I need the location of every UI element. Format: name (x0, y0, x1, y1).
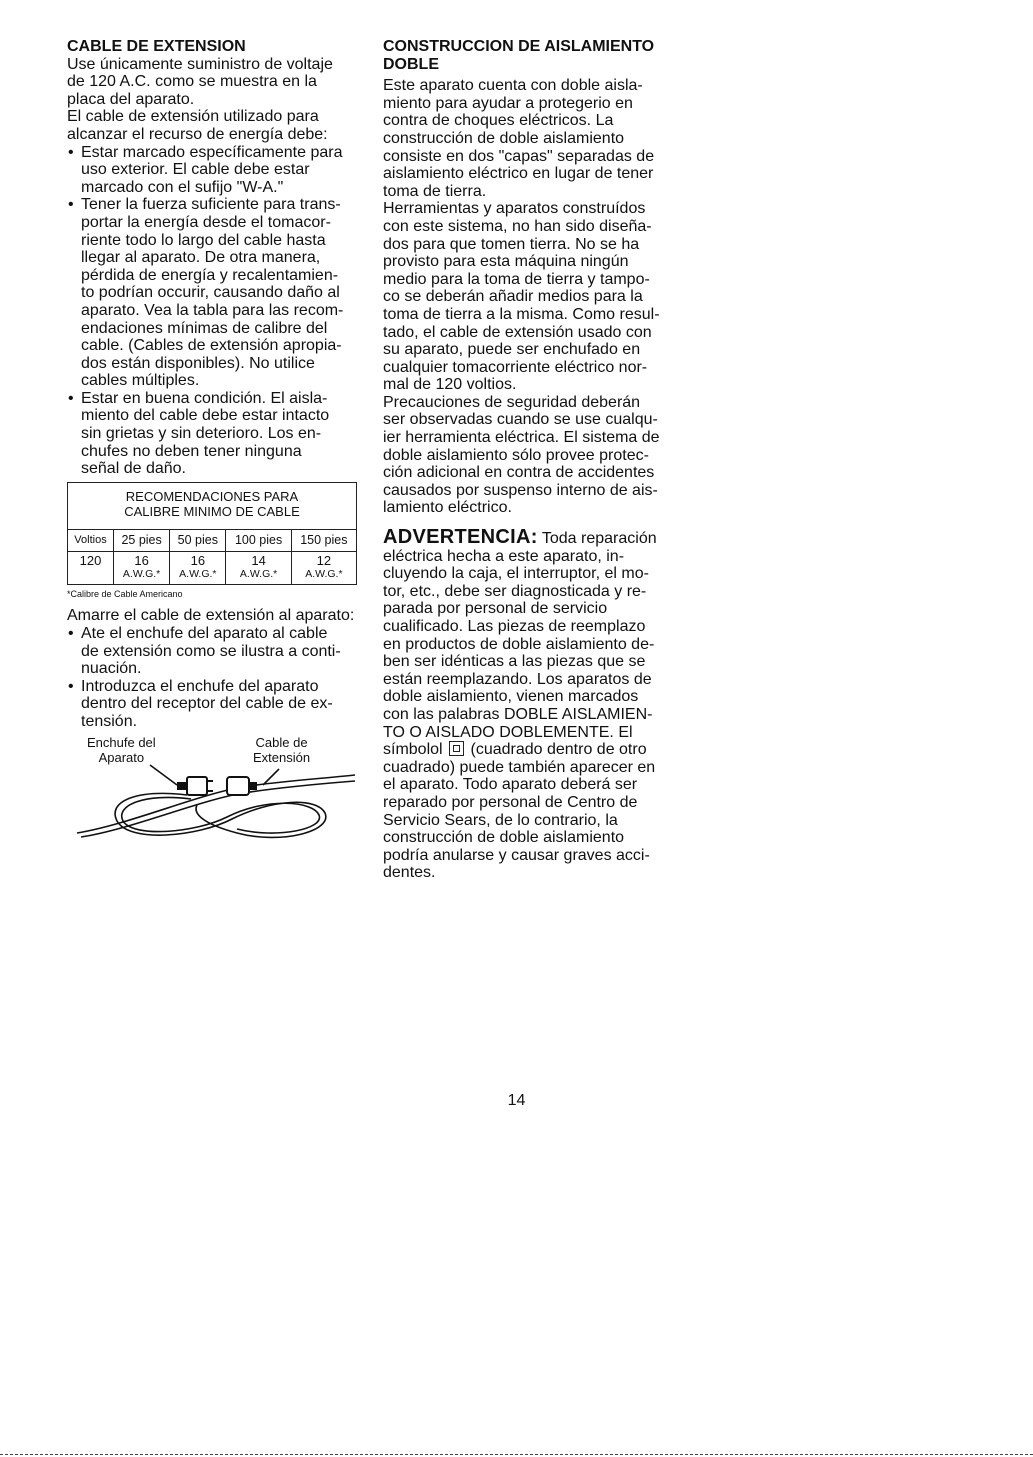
text-line: cuadrado) puede también aparecer en (383, 758, 656, 776)
list-item (67, 196, 359, 390)
text-line: están reemplazando. Los aparatos de (383, 670, 652, 688)
text-line: podría anularse y causar graves acci- (383, 846, 650, 864)
text-line: señal de daño. (81, 460, 186, 478)
text-line: lamiento eléctrico. (383, 499, 512, 517)
table-caption (68, 482, 357, 529)
text-line: endaciones mínimas de calibre del (81, 319, 328, 337)
caption-line: RECOMENDACIONES PARA (125, 488, 299, 504)
text-line: Herramientas y aparatos construídos (383, 200, 646, 218)
text-line: tensión. (81, 713, 138, 730)
double-insulation-paragraph (383, 77, 675, 517)
left-column (67, 38, 359, 855)
text-line: co se deberán añadir medios para la (383, 288, 643, 306)
text-line: cable. (Cables de extensión apropia- (81, 337, 342, 355)
text-line: toma de tierra a la misma. Como resul- (383, 305, 660, 323)
list-item (67, 144, 359, 197)
label-line: Extensión (253, 749, 311, 765)
text-line: ben ser idénticas a las piezas que se (383, 653, 646, 671)
table-header-cell: 100 pies (226, 529, 291, 552)
text-line: consiste en dos "capas" separadas de (383, 147, 655, 165)
text-line: medio para la toma de tierra y tampo- (383, 270, 650, 288)
page-number: 14 (507, 1092, 526, 1109)
table-header-cell: 25 pies (113, 529, 169, 552)
text-line: construcción de doble aislamiento (383, 129, 625, 147)
gauge-unit: A.W.G.* (179, 568, 217, 581)
table-cell (291, 552, 356, 585)
text-line: contra de choques eléctricos. La (383, 112, 614, 130)
list-item (67, 678, 359, 731)
gauge-table-container (67, 482, 357, 602)
gauge-value: 16 (134, 553, 149, 569)
text-line: mal de 120 voltios. (383, 376, 517, 394)
text-line: provisto para esta máquina ningún (383, 253, 629, 271)
text-line: de 120 A.C. como se muestra en la (67, 73, 317, 91)
text-line: dos para que tomen tierra. No se ha (383, 235, 640, 253)
list-item (67, 625, 359, 678)
text-line: tado, el cable de extensión usado con (383, 323, 652, 341)
text-line: cables múltiples. (81, 372, 200, 390)
table-header-cell: Voltios (68, 529, 114, 552)
text-line: chufes no deben tener ninguna (81, 442, 302, 460)
text-line: toma de tierra. (383, 182, 487, 200)
text-line: su aparato, puede ser enchufado en (383, 341, 641, 359)
text-line: • Tener la fuerza suficiente para trans- (81, 196, 341, 214)
gauge-unit: A.W.G.* (305, 568, 343, 581)
caption-line: CALIBRE MINIMO DE CABLE (124, 503, 300, 519)
warning-title: ADVERTENCIA: (383, 526, 538, 549)
text-line: tor, etc., debe ser diagnosticada y re- (383, 582, 647, 600)
text-line: nuación. (81, 660, 142, 678)
appliance-plug-icon (177, 777, 213, 795)
label-line: Enchufe del (87, 734, 156, 750)
text-line: doble aislamiento, vienen marcados (383, 688, 639, 706)
text-line: El cable de extensión utilizado para (67, 108, 319, 126)
text-line: parada por personal de servicio (383, 600, 608, 618)
text-line: eléctrica hecha a este aparato, in- (383, 547, 625, 565)
text-line: portar la energía desde el tomacor- (81, 213, 331, 231)
text-span: Toda reparación (537, 530, 657, 548)
text-line: • Estar en buena condición. El aisla- (81, 389, 328, 407)
text-line: Use únicamente suministro de voltaje (67, 55, 333, 73)
text-line: • Introduzca el enchufe del aparato (81, 677, 319, 695)
text-line: to podrían occurir, causando daño al (81, 284, 340, 302)
bottom-divider (0, 1454, 1033, 1455)
requirements-list (67, 144, 359, 478)
gauge-value: 12 (316, 553, 332, 569)
text-line: doble aislamiento sólo provee protec- (383, 446, 649, 464)
text-line: ser observadas cuando se use cualqu- (383, 411, 658, 429)
right-column (383, 38, 675, 882)
gauge-value: 16 (190, 553, 206, 569)
text-line: causados por suspenso interno de ais- (383, 481, 658, 499)
text-span: (cuadrado dentro de otro (470, 741, 647, 759)
attach-instruction: Amarre el cable de extensión al aparato: (67, 607, 355, 625)
text-line: Servicio Sears, de lo contrario, la (383, 811, 618, 829)
text-line: dos están disponibles). No utilice (81, 354, 315, 372)
text-line: alcanzar el recurso de energía debe: (67, 125, 328, 143)
text-line: • Ate el enchufe del aparato al cable (81, 625, 328, 643)
text-line: reparado por personal de Centro de (383, 793, 638, 811)
warning-paragraph (383, 526, 675, 882)
gauge-unit: A.W.G.* (239, 568, 278, 581)
section-heading: CABLE DE EXTENSION (67, 38, 246, 55)
double-insulation-symbol-icon (449, 741, 464, 756)
table-header-cell: 150 pies (291, 529, 356, 552)
text-line: marcado con el sufijo "W-A." (81, 178, 284, 196)
text-line: cluyendo la caja, el interruptor, el mo- (383, 565, 649, 583)
attach-steps-list (67, 625, 359, 731)
list-item (67, 390, 359, 478)
text-line: ción adicional en contra de accidentes (383, 464, 655, 482)
table-row (68, 552, 357, 585)
pointer-line (150, 765, 177, 785)
text-line: placa del aparato. (67, 90, 195, 108)
heading-line: CONSTRUCCION DE AISLAMIENTO (383, 38, 655, 55)
text-line: sin grietas y sin deterioro. Los en- (81, 425, 322, 443)
text-line: el aparato. Todo aparato deberá ser (383, 776, 638, 794)
text-line: Precauciones de seguridad deberán (383, 393, 641, 411)
table-cell (170, 552, 226, 585)
cord-tie-figure (67, 735, 359, 855)
text-line: miento del cable debe estar intacto (81, 407, 330, 425)
text-line: construcción de doble aislamiento (383, 829, 625, 847)
text-line: con este sistema, no han sido diseña- (383, 217, 652, 235)
cord-knot-illustration (67, 735, 359, 855)
text-line: uso exterior. El cable debe estar (81, 161, 310, 179)
warning-first-line (383, 526, 675, 549)
text-line: cualquier tomacorriente eléctrico nor- (383, 358, 648, 376)
text-span: símbolol (383, 741, 443, 759)
table-header-cell: 50 pies (170, 529, 226, 552)
gauge-unit: A.W.G.* (122, 568, 161, 581)
text-line: en productos de doble aislamiento de- (383, 635, 655, 653)
text-line: TO O AISLADO DOBLEMENTE. El (383, 723, 633, 741)
label-line: Cable de (255, 734, 308, 750)
symbol-line (383, 741, 675, 759)
heading-line: DOBLE (383, 55, 439, 73)
table-header-row (68, 529, 357, 552)
text-line: dentro del receptor del cable de ex- (81, 695, 333, 713)
text-line: ier herramienta eléctrica. El sistema de (383, 429, 660, 447)
text-line: • Estar marcado específicamente para (81, 143, 343, 161)
text-line: con las palabras DOBLE AISLAMIEN- (383, 705, 653, 723)
table-footnote: *Calibre de Cable Americano (67, 589, 183, 600)
table-cell (113, 552, 169, 585)
text-line: aparato. Vea la tabla para las recom- (81, 301, 344, 319)
text-line: pérdida de energía y recalentamien- (81, 266, 339, 284)
text-line: riente todo lo largo del cable hasta (81, 231, 326, 249)
section-heading (383, 38, 675, 73)
table-cell (226, 552, 291, 585)
label-line: Aparato (98, 749, 145, 765)
table-cell: 120 (68, 552, 114, 585)
gauge-table (67, 482, 357, 586)
text-line: dentes. (383, 864, 436, 882)
gauge-value: 14 (251, 553, 266, 569)
text-line: de extensión como se ilustra a conti- (81, 642, 341, 660)
text-line: miento para ayudar a protegerio en (383, 94, 633, 112)
intro-paragraph (67, 56, 359, 144)
text-line: Este aparato cuenta con doble aisla- (383, 77, 643, 95)
text-line: cualificado. Las piezas de reemplazo (383, 618, 646, 635)
text-line: aislamiento eléctrico en lugar de tener (383, 165, 654, 183)
text-line: llegar al aparato. De otra manera, (81, 249, 321, 267)
